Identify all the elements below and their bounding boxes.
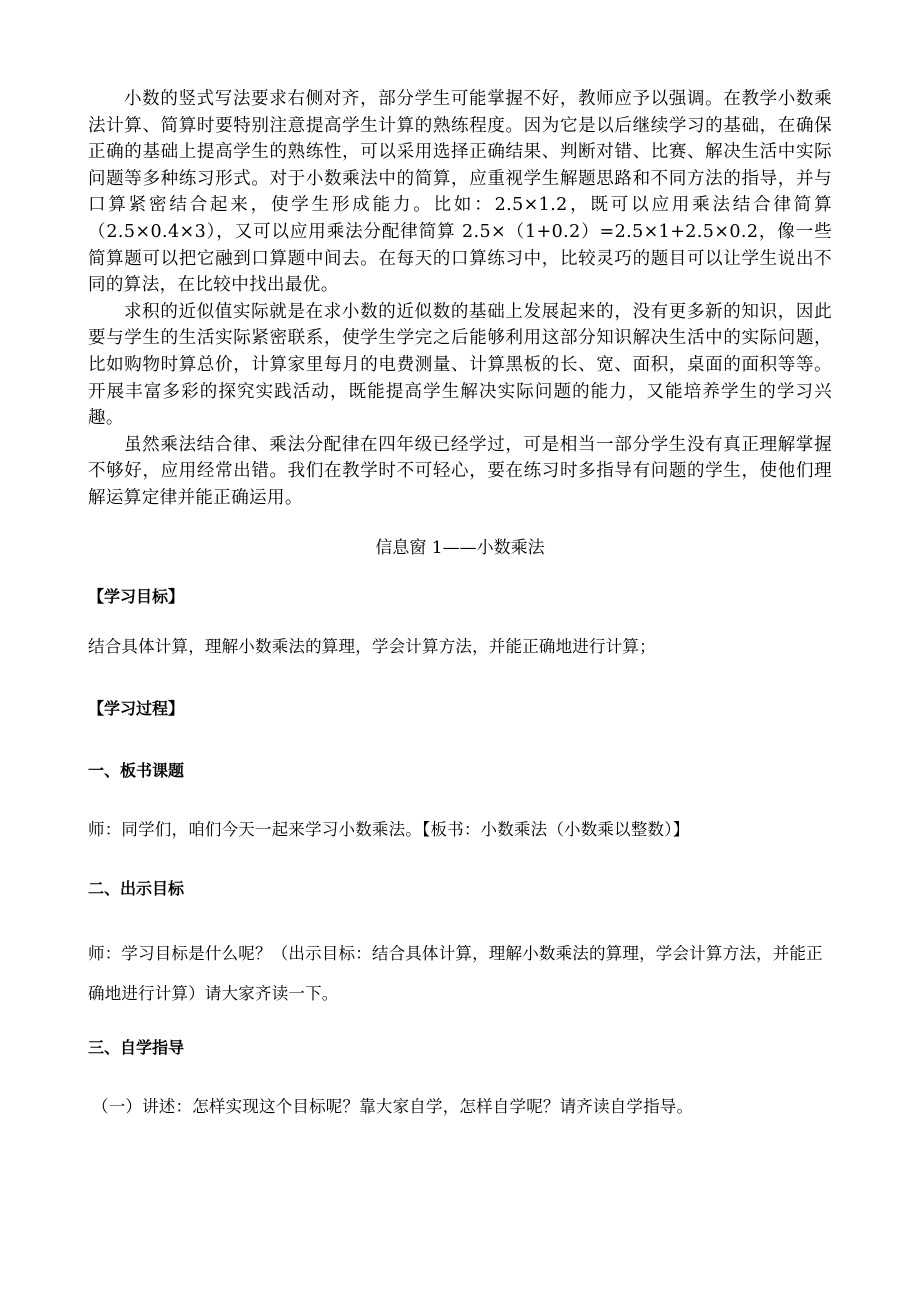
learning-goal-heading: 【学习目标】 bbox=[88, 586, 185, 606]
section-title: 信息窗 1——小数乘法 bbox=[375, 537, 545, 558]
step-heading: 一、板书课题 bbox=[88, 760, 185, 780]
step-heading: 二、出示目标 bbox=[88, 878, 185, 898]
intro-paragraph: 虽然乘法结合律、乘法分配律在四年级已经学过，可是相当一部分学生没有真正理解掌握不够好，应用经常出错。我们在教学时不可轻心，要在练习时多指导有问题的学生，使他们理解运算定律并能正确运用。 bbox=[88, 434, 832, 508]
step-text: 师：同学们，咱们今天一起来学习小数乘法。【板书：小数乘法（小数乘以整数）】 bbox=[88, 819, 690, 839]
learning-process-heading: 【学习过程】 bbox=[88, 698, 185, 718]
intro-paragraph: 求积的近似值实际就是在求小数的近似数的基础上发展起来的，没有更多新的知识，因此要与学生的生活实际紧密联系，使学生学完之后能够利用这部分知识解决生活中的实际问题，比如购物时算总价，计算家里每月的电费测量、计算黑板的长、宽、面积，桌面的面积等等。开展丰富多彩的探究实践活动，既能提高学生解决实际问题的能力，又能培养学生的学习兴趣。 bbox=[88, 301, 832, 429]
document-page bbox=[88, 86, 832, 1120]
learning-goal-text: 结合具体计算，理解小数乘法的算理，学会计算方法，并能正确地进行计算； bbox=[88, 636, 656, 656]
intro-paragraph: 小数的竖式写法要求右侧对齐，部分学生可能掌握不好，教师应予以强调。在教学小数乘法计算、简算时要特别注意提高学生计算的熟练程度。因为它是以后继续学习的基础，在确保正确的基础上提高学生的熟练性，可以采用选择正确结果、判断对错、比赛、解决生活中实际问题等多种练习形式。对于小数乘法中的简算，应重视学生解题思路和不同方法的指导，并与口算紧密结合起来，使学生形成能力。比如：2.5×1.2，既可以应用乘法结合律简算（2.5×0.4×3），又可以应用乘法分配律简算 2.5×（1+0.2）=2.5×1+2.5×0.2，像一些简算题可以把它融到口算题中间去。在每天的口算练习中，比较灵巧的题目可以让学生说出不同的算法，在比较中找出最优。 bbox=[88, 89, 832, 296]
step-heading: 三、自学指导 bbox=[88, 1037, 185, 1057]
step-text: 师：学习目标是什么呢？（出示目标：结合具体计算，理解小数乘法的算理，学会计算方法，并能正确地进行计算）请大家齐读一下。 bbox=[88, 943, 823, 1003]
step-text: （一）讲述：怎样实现这个目标呢？靠大家自学，怎样自学呢？请齐读自学指导。 bbox=[92, 1096, 694, 1116]
